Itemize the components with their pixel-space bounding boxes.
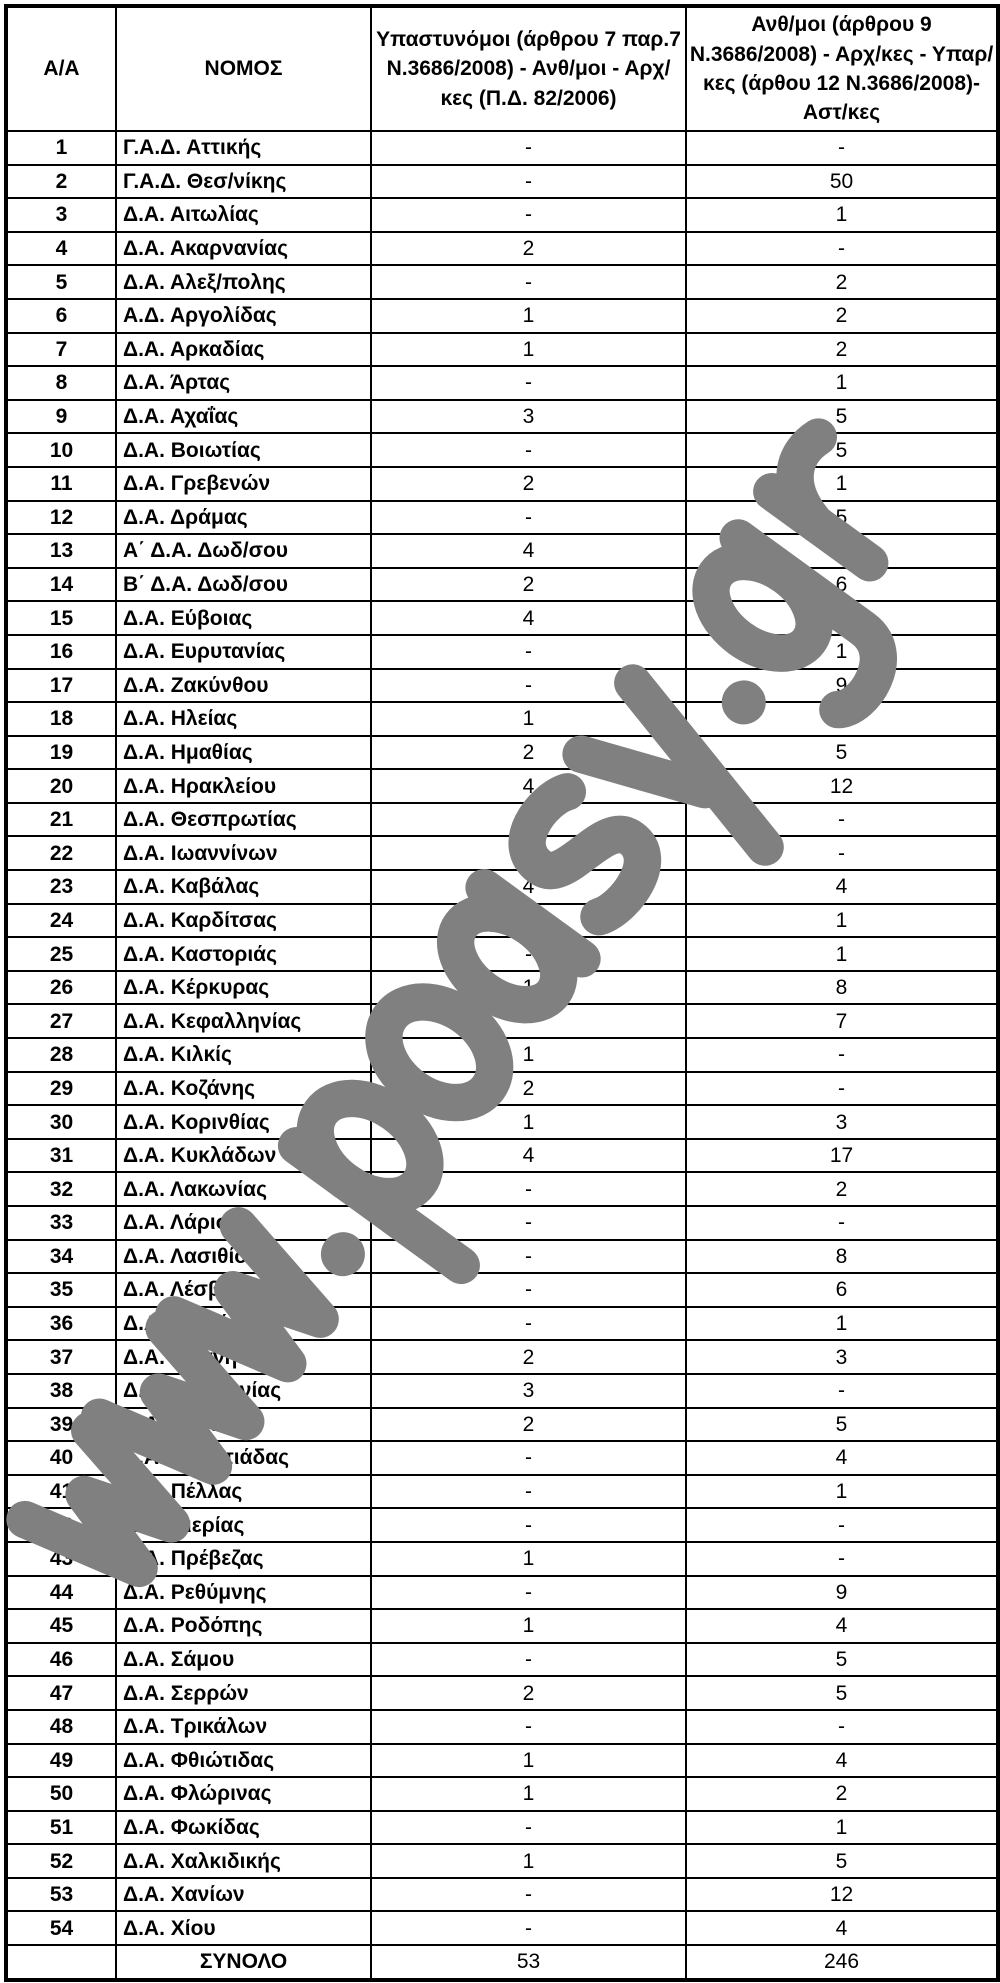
table-row [6, 501, 998, 535]
nomos-name: Γ.Α.Δ. Θεσ/νίκης [116, 165, 371, 199]
row-number: 2 [6, 165, 116, 199]
nomos-name: Δ.Α. Αρκαδίας [116, 333, 371, 367]
col3-value: - [371, 803, 686, 837]
table-row [6, 971, 998, 1005]
row-number: 34 [6, 1240, 116, 1274]
header-row [6, 6, 998, 131]
col3-value: 2 [371, 1072, 686, 1106]
nomos-name: Δ.Α. Καρδίτσας [116, 904, 371, 938]
table-row [6, 165, 998, 199]
nomos-name: Δ.Α. Φωκίδας [116, 1811, 371, 1845]
header-aa: Α/Α [6, 6, 116, 131]
col4-value: - [686, 1508, 998, 1542]
col4-value: 1 [686, 366, 998, 400]
nomos-name: Δ.Α. Ακαρνανίας [116, 232, 371, 266]
row-number: 25 [6, 937, 116, 971]
col4-value: 8 [686, 601, 998, 635]
col3-value: - [371, 1643, 686, 1677]
table-row [6, 265, 998, 299]
col3-value: 4 [371, 534, 686, 568]
row-number: 30 [6, 1105, 116, 1139]
table-row [6, 1475, 998, 1509]
col4-value: 9 [686, 669, 998, 703]
table-row [6, 736, 998, 770]
nomos-name: Δ.Α. Ηρακλείου [116, 769, 371, 803]
col3-value: 1 [371, 1844, 686, 1878]
nomos-name: Δ.Α. Πέλλας [116, 1475, 371, 1509]
row-number: 24 [6, 904, 116, 938]
nomos-name: Δ.Α. Μαγνησίας [116, 1340, 371, 1374]
col4-value: 5 [686, 501, 998, 535]
col3-value: - [371, 1441, 686, 1475]
nomos-name: Δ.Α. Εύβοιας [116, 601, 371, 635]
table-row [6, 1441, 998, 1475]
row-number: 46 [6, 1643, 116, 1677]
table-row [6, 937, 998, 971]
col3-value: 1 [371, 1777, 686, 1811]
col4-value: 17 [686, 1139, 998, 1173]
nomos-name: Δ.Α. Ηλείας [116, 702, 371, 736]
col3-value: 1 [371, 971, 686, 1005]
nomos-name: Δ.Α. Ρεθύμνης [116, 1576, 371, 1610]
nomos-name: Δ.Α. Πρέβεζας [116, 1542, 371, 1576]
col3-value: - [371, 433, 686, 467]
table-row [6, 870, 998, 904]
table-row [6, 1206, 998, 1240]
table-row [6, 568, 998, 602]
table-row [6, 1273, 998, 1307]
col3-value: 3 [371, 400, 686, 434]
col3-value: - [371, 1307, 686, 1341]
col3-value: - [371, 198, 686, 232]
col3-value: - [371, 1206, 686, 1240]
nomos-name: Δ.Α. Ευρυτανίας [116, 635, 371, 669]
row-number: 44 [6, 1576, 116, 1610]
col4-value: 9 [686, 1576, 998, 1610]
col4-value: 5 [686, 1643, 998, 1677]
nomos-name: Δ.Α. Λάρισας [116, 1206, 371, 1240]
col4-value: 1 [686, 1307, 998, 1341]
col4-value: - [686, 1072, 998, 1106]
table-row [6, 299, 998, 333]
row-number: 10 [6, 433, 116, 467]
col3-value: 2 [371, 1408, 686, 1442]
col3-value: - [371, 635, 686, 669]
row-number: 41 [6, 1475, 116, 1509]
col4-value: 4 [686, 870, 998, 904]
table-row [6, 1643, 998, 1677]
row-number: 39 [6, 1408, 116, 1442]
row-number: 40 [6, 1441, 116, 1475]
col4-value: 2 [686, 265, 998, 299]
row-number: 1 [6, 131, 116, 165]
nomos-name: Δ.Α. Ημαθίας [116, 736, 371, 770]
col4-value: 4 [686, 1911, 998, 1945]
col3-value: - [371, 836, 686, 870]
table-row [6, 803, 998, 837]
col4-value: - [686, 836, 998, 870]
col3-value: - [371, 1240, 686, 1274]
col4-value: 2 [686, 1172, 998, 1206]
col4-value: 3 [686, 1340, 998, 1374]
table-row [6, 1240, 998, 1274]
table-row [6, 904, 998, 938]
col4-value: 8 [686, 534, 998, 568]
table-row [6, 1576, 998, 1610]
row-number: 47 [6, 1676, 116, 1710]
col4-value: 1 [686, 1475, 998, 1509]
table-row [6, 1004, 998, 1038]
nomos-name: Δ.Α. Φθιώτιδας [116, 1744, 371, 1778]
col4-value: 3 [686, 1105, 998, 1139]
row-number: 52 [6, 1844, 116, 1878]
nomos-name: Δ.Α. Ζακύνθου [116, 669, 371, 703]
nomos-name: Δ.Α. Βοιωτίας [116, 433, 371, 467]
col3-value: 2 [371, 467, 686, 501]
col4-value: 4 [686, 1609, 998, 1643]
nomos-name: Α.Δ. Αργολίδας [116, 299, 371, 333]
col3-value: 1 [371, 702, 686, 736]
table-row [6, 702, 998, 736]
col4-value: 5 [686, 1676, 998, 1710]
col4-value: 5 [686, 433, 998, 467]
nomos-name: Δ.Α. Φλώρινας [116, 1777, 371, 1811]
col3-value: 3 [371, 1374, 686, 1408]
table-row [6, 1038, 998, 1072]
col3-value: - [371, 1576, 686, 1610]
table-row [6, 1777, 998, 1811]
nomos-name: Δ.Α. Χαλκιδικής [116, 1844, 371, 1878]
nomos-name: Δ.Α. Λακωνίας [116, 1172, 371, 1206]
table-row [6, 669, 998, 703]
nomos-name: Δ.Α. Χίου [116, 1911, 371, 1945]
nomos-name: Δ.Α. Κιλκίς [116, 1038, 371, 1072]
table-row [6, 1105, 998, 1139]
nomos-name: Δ.Α. Ξάνθης [116, 1408, 371, 1442]
nomos-name: Δ.Α. Λασιθίου [116, 1240, 371, 1274]
table-row [6, 534, 998, 568]
row-number: 31 [6, 1139, 116, 1173]
table-row [6, 1072, 998, 1106]
table-row [6, 635, 998, 669]
nomos-name: Δ.Α. Σάμου [116, 1643, 371, 1677]
table-row [6, 131, 998, 165]
col3-value: 1 [371, 1105, 686, 1139]
row-number: 19 [6, 736, 116, 770]
row-number: 50 [6, 1777, 116, 1811]
col4-value: 7 [686, 1004, 998, 1038]
col4-value: 2 [686, 333, 998, 367]
row-number: 43 [6, 1542, 116, 1576]
nomos-name: Δ.Α. Δράμας [116, 501, 371, 535]
col3-value: 2 [371, 1340, 686, 1374]
col3-value: 2 [371, 1676, 686, 1710]
row-number: 33 [6, 1206, 116, 1240]
table-row [6, 1844, 998, 1878]
row-number: 6 [6, 299, 116, 333]
table-row [6, 1744, 998, 1778]
nomos-name: Δ.Α. Ροδόπης [116, 1609, 371, 1643]
table-row [6, 1811, 998, 1845]
row-number: 16 [6, 635, 116, 669]
col4-value: 4 [686, 1441, 998, 1475]
total-row [6, 1945, 998, 1980]
col3-value: 4 [371, 1139, 686, 1173]
header-col3: Υπαστυνόμοι (άρθρου 7 παρ.7 Ν.3686/2008) - Ανθ/μοι - Αρχ/κες (Π.Δ. 82/2006) [371, 6, 686, 131]
col3-value: - [371, 501, 686, 535]
col3-value: - [371, 937, 686, 971]
col4-value: 2 [686, 299, 998, 333]
col3-value: - [371, 1475, 686, 1509]
nomos-name: Δ.Α. Πιερίας [116, 1508, 371, 1542]
col4-value: - [686, 1038, 998, 1072]
table-row [6, 1508, 998, 1542]
col4-value: 2 [686, 1777, 998, 1811]
row-number: 21 [6, 803, 116, 837]
table-row [6, 232, 998, 266]
row-number: 29 [6, 1072, 116, 1106]
row-number: 11 [6, 467, 116, 501]
row-number: 42 [6, 1508, 116, 1542]
col4-value: 1 [686, 904, 998, 938]
col4-value: 8 [686, 1240, 998, 1274]
row-number: 8 [6, 366, 116, 400]
col4-value: 12 [686, 769, 998, 803]
col3-value: - [371, 1172, 686, 1206]
nomos-name: Δ.Α. Μεσσηνίας [116, 1374, 371, 1408]
row-number: 12 [6, 501, 116, 535]
total-empty [6, 1945, 116, 1980]
row-number: 22 [6, 836, 116, 870]
table-row [6, 433, 998, 467]
col4-value: 1 [686, 198, 998, 232]
row-number: 15 [6, 601, 116, 635]
row-number: 18 [6, 702, 116, 736]
col3-value: - [371, 669, 686, 703]
header-nomos: ΝΟΜΟΣ [116, 6, 371, 131]
col3-value: 1 [371, 1038, 686, 1072]
nomos-name: Δ.Α. Χανίων [116, 1878, 371, 1912]
row-number: 54 [6, 1911, 116, 1945]
col3-value: - [371, 1273, 686, 1307]
row-number: 7 [6, 333, 116, 367]
col4-value: 5 [686, 1844, 998, 1878]
row-number: 5 [6, 265, 116, 299]
col3-value: - [371, 1508, 686, 1542]
nomos-name: Δ.Α. Ορεστιάδας [116, 1441, 371, 1475]
nomos-name: Δ.Α. Κοζάνης [116, 1072, 371, 1106]
col3-value: 1 [371, 299, 686, 333]
table-row [6, 1408, 998, 1442]
row-number: 3 [6, 198, 116, 232]
col3-value: - [371, 904, 686, 938]
nomos-name: Δ.Α. Άρτας [116, 366, 371, 400]
col4-value: - [686, 131, 998, 165]
col4-value: 1 [686, 467, 998, 501]
col3-value: 4 [371, 769, 686, 803]
row-number: 53 [6, 1878, 116, 1912]
col4-value: - [686, 1542, 998, 1576]
table-row [6, 333, 998, 367]
table-row [6, 1710, 998, 1744]
col3-value: 1 [371, 333, 686, 367]
col3-value: - [371, 1811, 686, 1845]
nomos-name: Δ.Α. Θεσπρωτίας [116, 803, 371, 837]
col4-value: - [686, 1374, 998, 1408]
col4-value: 5 [686, 1408, 998, 1442]
row-number: 14 [6, 568, 116, 602]
data-table [4, 4, 1000, 1982]
nomos-name: Δ.Α. Λέσβου [116, 1273, 371, 1307]
col4-value: 12 [686, 1878, 998, 1912]
row-number: 28 [6, 1038, 116, 1072]
row-number: 13 [6, 534, 116, 568]
nomos-name: Δ.Α. Καβάλας [116, 870, 371, 904]
table-row [6, 601, 998, 635]
row-number: 48 [6, 1710, 116, 1744]
table-row [6, 769, 998, 803]
nomos-name: Δ.Α. Αχαΐας [116, 400, 371, 434]
col3-value: 1 [371, 1744, 686, 1778]
col4-value: 8 [686, 971, 998, 1005]
nomos-name: Δ.Α. Κέρκυρας [116, 971, 371, 1005]
col4-value: - [686, 1206, 998, 1240]
col3-value: - [371, 1911, 686, 1945]
nomos-name: Δ.Α. Καστοριάς [116, 937, 371, 971]
nomos-name: Δ.Α. Ιωαννίνων [116, 836, 371, 870]
col4-value: 4 [686, 1744, 998, 1778]
nomos-name: Β΄ Δ.Α. Δωδ/σου [116, 568, 371, 602]
table-row [6, 1911, 998, 1945]
nomos-name: Δ.Α. Σερρών [116, 1676, 371, 1710]
row-number: 36 [6, 1307, 116, 1341]
row-number: 38 [6, 1374, 116, 1408]
table-row [6, 1139, 998, 1173]
nomos-name: Δ.Α. Αιτωλίας [116, 198, 371, 232]
col3-value: - [371, 1878, 686, 1912]
col3-value: - [371, 1004, 686, 1038]
col4-value: - [686, 1710, 998, 1744]
row-number: 4 [6, 232, 116, 266]
col3-value: 4 [371, 601, 686, 635]
table-row [6, 1542, 998, 1576]
col4-value: 6 [686, 1273, 998, 1307]
table-row [6, 1878, 998, 1912]
col4-value: 50 [686, 165, 998, 199]
nomos-name: Δ.Α. Κεφαλληνίας [116, 1004, 371, 1038]
col4-value: - [686, 232, 998, 266]
table-row [6, 1307, 998, 1341]
row-number: 9 [6, 400, 116, 434]
nomos-name: Γ.Α.Δ. Αττικής [116, 131, 371, 165]
col3-value: 2 [371, 232, 686, 266]
col4-value: 1 [686, 937, 998, 971]
col3-value: - [371, 131, 686, 165]
row-number: 27 [6, 1004, 116, 1038]
table-row [6, 1374, 998, 1408]
table-row [6, 366, 998, 400]
row-number: 32 [6, 1172, 116, 1206]
table-row [6, 467, 998, 501]
col3-value: 2 [371, 736, 686, 770]
total-label: ΣΥΝΟΛΟ [116, 1945, 371, 1980]
total-col3: 53 [371, 1945, 686, 1980]
row-number: 49 [6, 1744, 116, 1778]
nomos-name: Δ.Α. Τρικάλων [116, 1710, 371, 1744]
col3-value: 4 [371, 870, 686, 904]
nomos-name: Δ.Α. Λευκάδας [116, 1307, 371, 1341]
row-number: 51 [6, 1811, 116, 1845]
table-row [6, 1609, 998, 1643]
row-number: 26 [6, 971, 116, 1005]
nomos-name: Δ.Α. Κυκλάδων [116, 1139, 371, 1173]
table-row [6, 400, 998, 434]
col4-value: 1 [686, 702, 998, 736]
nomos-name: Δ.Α. Γρεβενών [116, 467, 371, 501]
table-row [6, 1340, 998, 1374]
nomos-name: Α΄ Δ.Α. Δωδ/σου [116, 534, 371, 568]
row-number: 37 [6, 1340, 116, 1374]
col4-value: - [686, 803, 998, 837]
col3-value: 1 [371, 1542, 686, 1576]
col3-value: - [371, 366, 686, 400]
table-row [6, 198, 998, 232]
table-row [6, 836, 998, 870]
col4-value: 6 [686, 568, 998, 602]
nomos-name: Δ.Α. Κορινθίας [116, 1105, 371, 1139]
col3-value: - [371, 1710, 686, 1744]
col3-value: - [371, 265, 686, 299]
col4-value: 1 [686, 1811, 998, 1845]
table-row [6, 1676, 998, 1710]
col3-value: 2 [371, 568, 686, 602]
header-col4: Ανθ/μοι (άρθρου 9 Ν.3686/2008) - Αρχ/κες - Υπαρ/κες (άρθου 12 Ν.3686/2008)- Αστ/κες [686, 6, 998, 131]
col3-value: - [371, 165, 686, 199]
table-row [6, 1172, 998, 1206]
row-number: 23 [6, 870, 116, 904]
row-number: 45 [6, 1609, 116, 1643]
row-number: 17 [6, 669, 116, 703]
col4-value: 1 [686, 635, 998, 669]
col4-value: 5 [686, 736, 998, 770]
col3-value: 1 [371, 1609, 686, 1643]
total-col4: 246 [686, 1945, 998, 1980]
row-number: 35 [6, 1273, 116, 1307]
nomos-name: Δ.Α. Αλεξ/πολης [116, 265, 371, 299]
col4-value: 5 [686, 400, 998, 434]
row-number: 20 [6, 769, 116, 803]
